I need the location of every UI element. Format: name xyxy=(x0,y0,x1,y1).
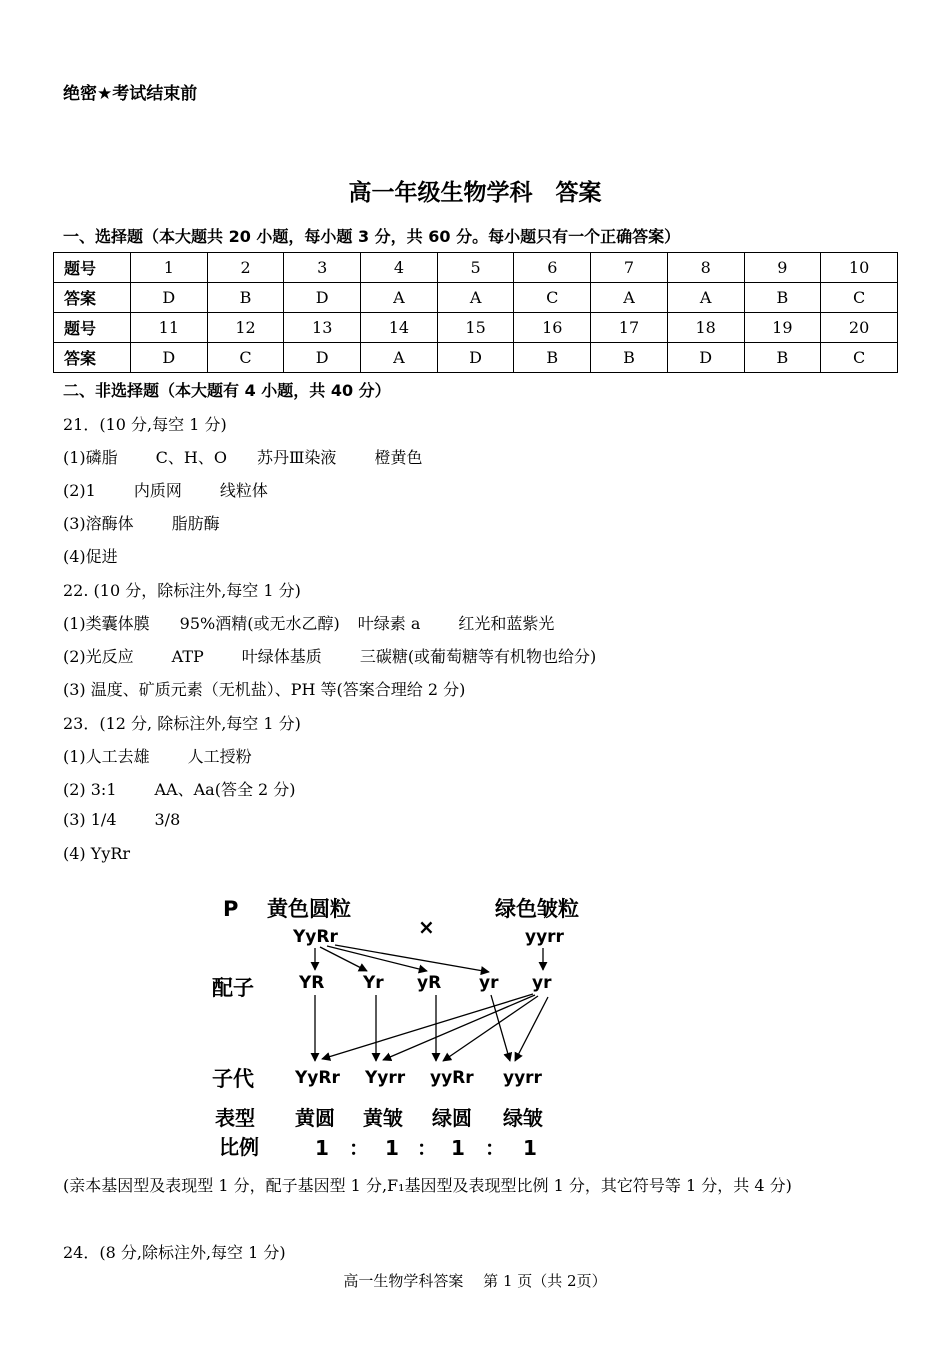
arrow-yr-p1-offspring xyxy=(491,995,510,1061)
q24-header: 24．(8 分,除标注外,每空 1 分) xyxy=(63,1243,286,1262)
q22-line-1 xyxy=(63,611,554,634)
q21-1-a: (1)磷脂 xyxy=(63,448,118,467)
question-number-cell: 3 xyxy=(284,253,361,283)
table-row xyxy=(54,343,898,373)
table-row xyxy=(54,253,898,283)
table-row-header: 答案 xyxy=(54,283,131,313)
offspring-yyRr: yyRr xyxy=(430,1068,474,1088)
parent1-genotype: YyRr xyxy=(293,927,338,947)
parent1-phenotype: 黄色圆粒 xyxy=(267,897,351,921)
question-number-cell: 12 xyxy=(207,313,284,343)
question-number-cell: 19 xyxy=(744,313,821,343)
gamete-yR: yR xyxy=(417,973,442,993)
ratio-1: 1 xyxy=(315,1136,329,1160)
offspring-yyrr: yyrr xyxy=(503,1068,542,1088)
table-row-header: 题号 xyxy=(54,313,131,343)
cross-symbol: × xyxy=(418,915,435,939)
answer-cell: D xyxy=(284,343,361,373)
question-number-cell: 20 xyxy=(821,313,898,343)
q22-2-a: (2)光反应 xyxy=(63,647,134,666)
q22-line-3: (3) 温度、矿质元素（无机盐）、PH 等(答案合理给 2 分) xyxy=(63,680,466,699)
q21-1-d: 橙黄色 xyxy=(374,448,423,467)
answer-cell: B xyxy=(207,283,284,313)
ratio-4: 1 xyxy=(523,1136,537,1160)
question-number-cell: 10 xyxy=(821,253,898,283)
question-number-cell: 5 xyxy=(437,253,514,283)
q23-2-b: AA、Aa(答全 2 分) xyxy=(154,780,296,799)
question-number-cell: 17 xyxy=(591,313,668,343)
answer-cell: B xyxy=(744,283,821,313)
phenotype-yellow-wrinkled: 黄皱 xyxy=(363,1106,403,1130)
page-title: 高一年级生物学科 答案 xyxy=(348,180,602,206)
question-number-cell: 9 xyxy=(744,253,821,283)
q21-1-c: 苏丹Ⅲ染液 xyxy=(257,448,337,467)
answer-table xyxy=(53,252,898,373)
q23-1-b: 人工授粉 xyxy=(187,747,252,766)
answer-cell: A xyxy=(667,283,744,313)
q21-2-b: 内质网 xyxy=(133,481,182,500)
answer-cell: C xyxy=(821,283,898,313)
q21-3-a: (3)溶酶体 xyxy=(63,514,134,533)
arrow-yr-p2-YyRr xyxy=(322,994,533,1059)
q23-1-a: (1)人工去雄 xyxy=(63,747,150,766)
confidential-mark: 绝密★考试结束前 xyxy=(63,84,198,104)
q21-line-2 xyxy=(63,478,268,501)
ratio-sep-2: ： xyxy=(417,1136,437,1160)
answer-cell: A xyxy=(591,283,668,313)
answer-cell: D xyxy=(284,283,361,313)
ratio-3: 1 xyxy=(451,1136,465,1160)
gamete-YR: YR xyxy=(299,973,325,993)
question-number-cell: 4 xyxy=(361,253,438,283)
question-number-cell: 6 xyxy=(514,253,591,283)
ratio-sep-1: ： xyxy=(349,1136,369,1160)
page-footer: 高一生物学科答案 第 1 页（共 2页） xyxy=(343,1272,607,1290)
q21-line-1 xyxy=(63,445,422,468)
gamete-Yr: Yr xyxy=(363,973,384,993)
q21-1-b: C、H、O xyxy=(155,448,227,467)
q21-line-4: (4)促进 xyxy=(63,547,118,566)
q21-2-a: (2)1 xyxy=(63,481,96,500)
answer-cell: C xyxy=(207,343,284,373)
arrow-yr-p2-yyrr xyxy=(515,997,548,1061)
question-number-cell: 16 xyxy=(514,313,591,343)
phenotype-green-wrinkled: 绿皱 xyxy=(503,1106,543,1130)
q22-1-b: 95%酒精(或无水乙醇) xyxy=(179,614,340,633)
question-number-cell: 7 xyxy=(591,253,668,283)
gamete-yr-p1: yr xyxy=(479,973,499,993)
q22-1-a: (1)类囊体膜 xyxy=(63,614,150,633)
q22-2-c: 叶绿体基质 xyxy=(241,647,322,666)
answer-cell: A xyxy=(437,283,514,313)
table-row xyxy=(54,283,898,313)
answer-cell: B xyxy=(514,343,591,373)
q23-header: 23．(12 分, 除标注外,每空 1 分) xyxy=(63,714,301,733)
section1-title: 一、选择题（本大题共 20 小题，每小题 3 分，共 60 分。每小题只有一个正确答案） xyxy=(63,227,681,246)
answer-cell: C xyxy=(514,283,591,313)
q23-3-b: 3/8 xyxy=(154,810,181,829)
answer-cell: A xyxy=(361,343,438,373)
question-number-cell: 2 xyxy=(207,253,284,283)
q23-line-3 xyxy=(63,810,180,829)
answer-cell: B xyxy=(591,343,668,373)
question-number-cell: 18 xyxy=(667,313,744,343)
q22-1-c: 叶绿素 a xyxy=(357,614,421,633)
ratio-label: 比例 xyxy=(219,1135,259,1159)
scoring-note: (亲本基因型及表现型 1 分，配子基因型 1 分,F₁基因型及表现型比例 1 分，其它符号等 1 分，共 4 分) xyxy=(63,1176,792,1195)
answer-cell: D xyxy=(131,343,208,373)
parent2-genotype: yyrr xyxy=(525,927,564,947)
q21-header: 21．(10 分,每空 1 分) xyxy=(63,415,227,434)
table-row xyxy=(54,313,898,343)
q22-1-d: 红光和蓝紫光 xyxy=(458,614,555,633)
q23-line-2 xyxy=(63,777,296,800)
phenotype-yellow-round: 黄圆 xyxy=(295,1106,335,1130)
q23-line-4: (4) YyRr xyxy=(63,844,131,863)
q21-line-3 xyxy=(63,511,220,534)
q22-line-2 xyxy=(63,644,596,667)
answer-cell: D xyxy=(131,283,208,313)
answer-cell: D xyxy=(667,343,744,373)
offspring-YyRr: YyRr xyxy=(295,1068,340,1088)
phenotype-label: 表型 xyxy=(215,1106,255,1130)
ratio-2: 1 xyxy=(385,1136,399,1160)
question-number-cell: 13 xyxy=(284,313,361,343)
answer-cell: C xyxy=(821,343,898,373)
q22-2-d: 三碳糖(或葡萄糖等有机物也给分) xyxy=(359,647,597,666)
genetic-cross-diagram xyxy=(205,885,610,1165)
answer-cell: A xyxy=(361,283,438,313)
q21-3-b: 脂肪酶 xyxy=(171,514,220,533)
phenotype-green-round: 绿圆 xyxy=(432,1106,472,1130)
table-row-header: 答案 xyxy=(54,343,131,373)
table-row-header: 题号 xyxy=(54,253,131,283)
ratio-sep-3: ： xyxy=(485,1136,505,1160)
q23-line-1 xyxy=(63,744,252,767)
gamete-label: 配子 xyxy=(212,976,254,1000)
question-number-cell: 14 xyxy=(361,313,438,343)
arrow-p1-yr xyxy=(335,945,489,972)
q21-2-c: 线粒体 xyxy=(219,481,268,500)
question-number-cell: 1 xyxy=(131,253,208,283)
p-label: P xyxy=(223,897,239,921)
q22-header: 22. (10 分，除标注外,每空 1 分) xyxy=(63,581,301,600)
question-number-cell: 11 xyxy=(131,313,208,343)
q22-2-b: ATP xyxy=(171,647,204,666)
question-number-cell: 15 xyxy=(437,313,514,343)
question-number-cell: 8 xyxy=(667,253,744,283)
parent2-phenotype: 绿色皱粒 xyxy=(495,897,579,921)
offspring-Yyrr: Yyrr xyxy=(365,1068,406,1088)
answer-cell: D xyxy=(437,343,514,373)
offspring-label: 子代 xyxy=(212,1067,254,1091)
q23-3-a: (3) 1/4 xyxy=(63,810,117,829)
section2-title: 二、非选择题（本大题有 4 小题，共 40 分） xyxy=(63,381,391,400)
answer-cell: B xyxy=(744,343,821,373)
gamete-yr-p2: yr xyxy=(532,973,552,993)
q23-2-a: (2) 3:1 xyxy=(63,780,117,799)
